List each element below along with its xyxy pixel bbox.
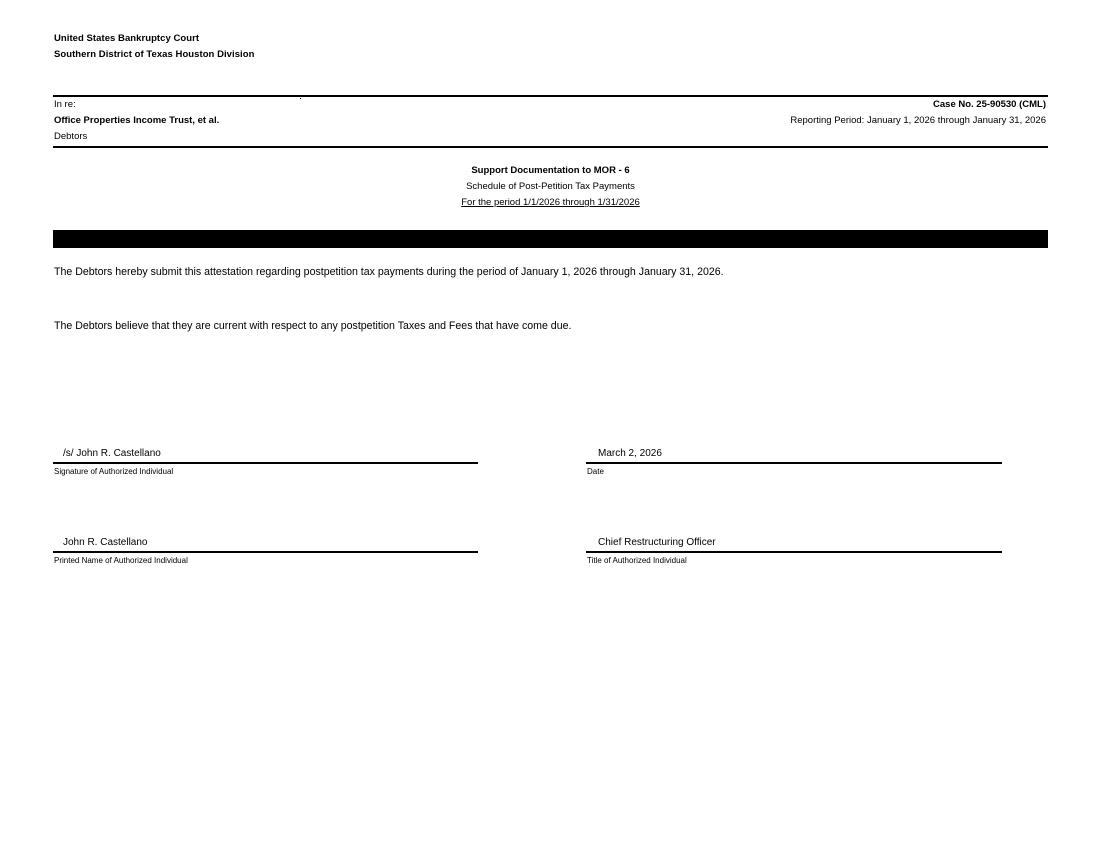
case-number: Case No. 25-90530 (CML) <box>933 99 1046 110</box>
title-caption: Title of Authorized Individual <box>587 556 687 565</box>
section-divider-bar <box>53 230 1048 248</box>
current-taxes-paragraph: The Debtors believe that they are current with respect to any postpetition Taxes and Fees that have come due. <box>54 320 572 332</box>
printed-name-caption: Printed Name of Authorized Individual <box>54 556 188 565</box>
date-value: March 2, 2026 <box>598 448 662 459</box>
attestation-paragraph: The Debtors hereby submit this attestation regarding postpetition tax payments during the period of January 1, 2026 through January 31, 2026. <box>54 266 724 278</box>
court-district: Southern District of Texas Houston Division <box>54 49 255 60</box>
reporting-period: Reporting Period: January 1, 2026 through January 31, 2026 <box>790 115 1046 126</box>
document-period-wrapper <box>53 197 1048 208</box>
signature-value: /s/ John R. Castellano <box>63 448 161 459</box>
printed-name-line <box>53 551 478 553</box>
debtor-name: Office Properties Income Trust, et al. <box>54 115 220 126</box>
date-caption: Date <box>587 467 604 476</box>
signature-line <box>53 462 478 464</box>
stray-dot <box>300 98 301 99</box>
document-title: Support Documentation to MOR - 6 <box>471 165 630 176</box>
signature-caption: Signature of Authorized Individual <box>54 467 174 476</box>
title-value: Chief Restructuring Officer <box>598 537 716 548</box>
printed-name-value: John R. Castellano <box>63 537 148 548</box>
court-name: United States Bankruptcy Court <box>54 33 200 44</box>
caption-bottom-rule <box>53 146 1048 148</box>
document-period: For the period 1/1/2026 through 1/31/2026 <box>461 197 640 208</box>
title-line <box>586 551 1002 553</box>
date-line <box>586 462 1002 464</box>
in-re-label: In re: <box>54 99 76 110</box>
caption-top-rule <box>53 95 1048 97</box>
document-subtitle: Schedule of Post-Petition Tax Payments <box>466 181 635 192</box>
debtors-label: Debtors <box>54 131 88 142</box>
